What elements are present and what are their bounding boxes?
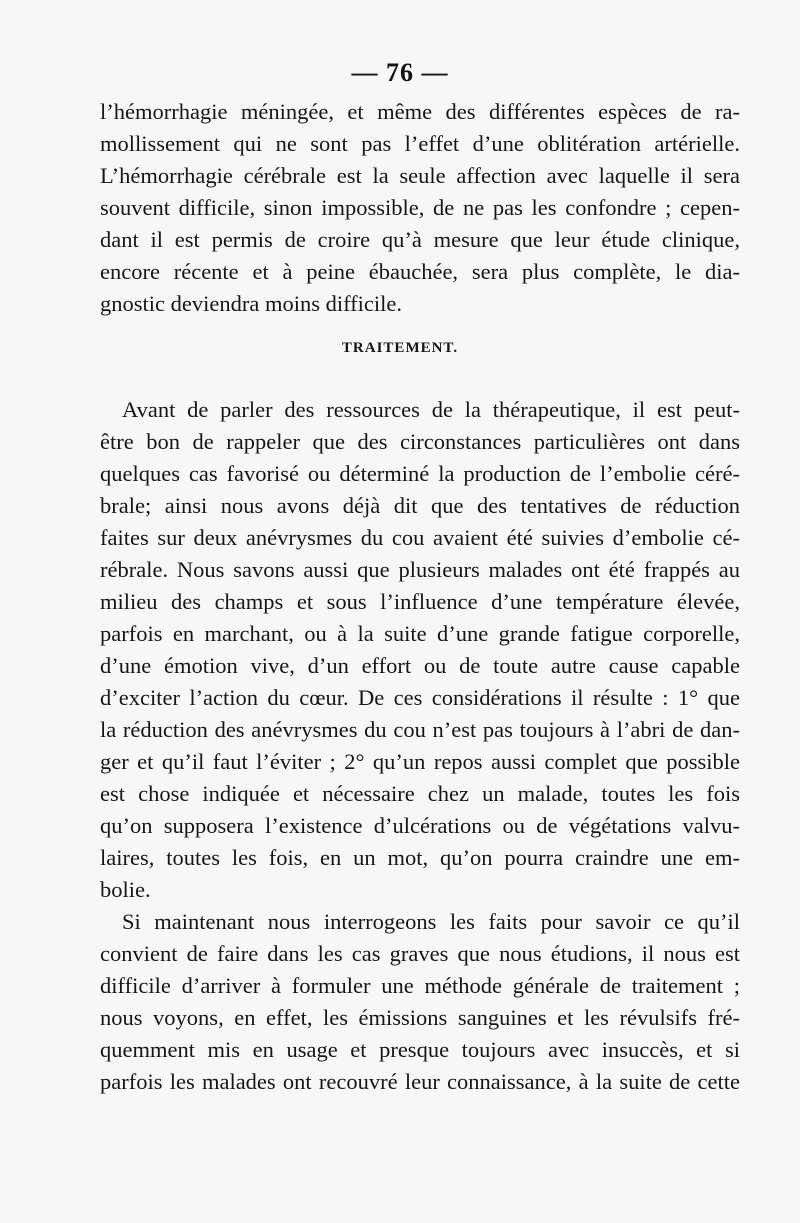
text-line: brale; ainsi nous avons déjà dit que des tentatives de réduction (100, 493, 740, 518)
text-line: difficile d’arriver à formuler une méthode générale de traitement ; (100, 973, 740, 998)
text-line: est chose indiquée et nécessaire chez un malade, toutes les fois (100, 781, 740, 806)
text-line: rébrale. Nous savons aussi que plusieurs malades ont été frappés au (100, 557, 740, 582)
section-heading: TRAITEMENT. (341, 340, 459, 356)
text-line: ger et qu’il faut l’éviter ; 2° qu’un repos aussi complet que possible (100, 749, 740, 774)
text-line: L’hémorrhagie cérébrale est la seule affection avec laquelle il sera (100, 163, 740, 188)
text-line: parfois en marchant, ou à la suite d’une grande fatigue corporelle, (100, 621, 740, 646)
text-line: d’une émotion vive, d’un effort ou de toute autre cause capable (100, 653, 740, 678)
text-line: gnostic deviendra moins difficile. (100, 291, 403, 316)
text-line: nous voyons, en effet, les émissions sanguines et les révulsifs fré- (100, 1005, 740, 1030)
text-line: quemment mis en usage et presque toujours avec insuccès, et si (100, 1037, 740, 1062)
text-line: Avant de parler des ressources de la thérapeutique, il est peut- (122, 397, 740, 422)
text-line: laires, toutes les fois, en un mot, qu’on pourra craindre une em- (100, 845, 740, 870)
text-line: encore récente et à peine ébauchée, sera plus complète, le dia- (100, 259, 740, 284)
text-line: parfois les malades ont recouvré leur connaissance, à la suite de cette (100, 1069, 740, 1094)
text-line: dant il est permis de croire qu’à mesure que leur étude clinique, (100, 227, 740, 252)
text-line: convient de faire dans les cas graves que nous étudions, il nous est (100, 941, 740, 966)
page-number: — 76 — (351, 58, 449, 87)
text-line: l’hémorrhagie méningée, et même des différentes espèces de ra- (100, 99, 740, 124)
text-line: d’exciter l’action du cœur. De ces considérations il résulte : 1° que (100, 685, 740, 710)
text-line: qu’on supposera l’existence d’ulcérations ou de végétations valvu- (100, 813, 740, 838)
text-line: bolie. (100, 877, 151, 902)
text-line: Si maintenant nous interrogeons les faits pour savoir ce qu’il (122, 909, 740, 934)
text-line: être bon de rappeler que des circonstances particulières ont dans (100, 429, 740, 454)
text-line: milieu des champs et sous l’influence d’une température élevée, (100, 589, 740, 614)
text-line: la réduction des anévrysmes du cou n’est pas toujours à l’abri de dan- (100, 717, 740, 742)
text-line: mollissement qui ne sont pas l’effet d’une oblitération artérielle. (100, 131, 740, 156)
text-line: faites sur deux anévrysmes du cou avaient été suivies d’embolie cé- (100, 525, 740, 550)
text-line: souvent difficile, sinon impossible, de ne pas les confondre ; cepen- (100, 195, 740, 220)
text-line: quelques cas favorisé ou déterminé la production de l’embolie céré- (100, 461, 740, 486)
